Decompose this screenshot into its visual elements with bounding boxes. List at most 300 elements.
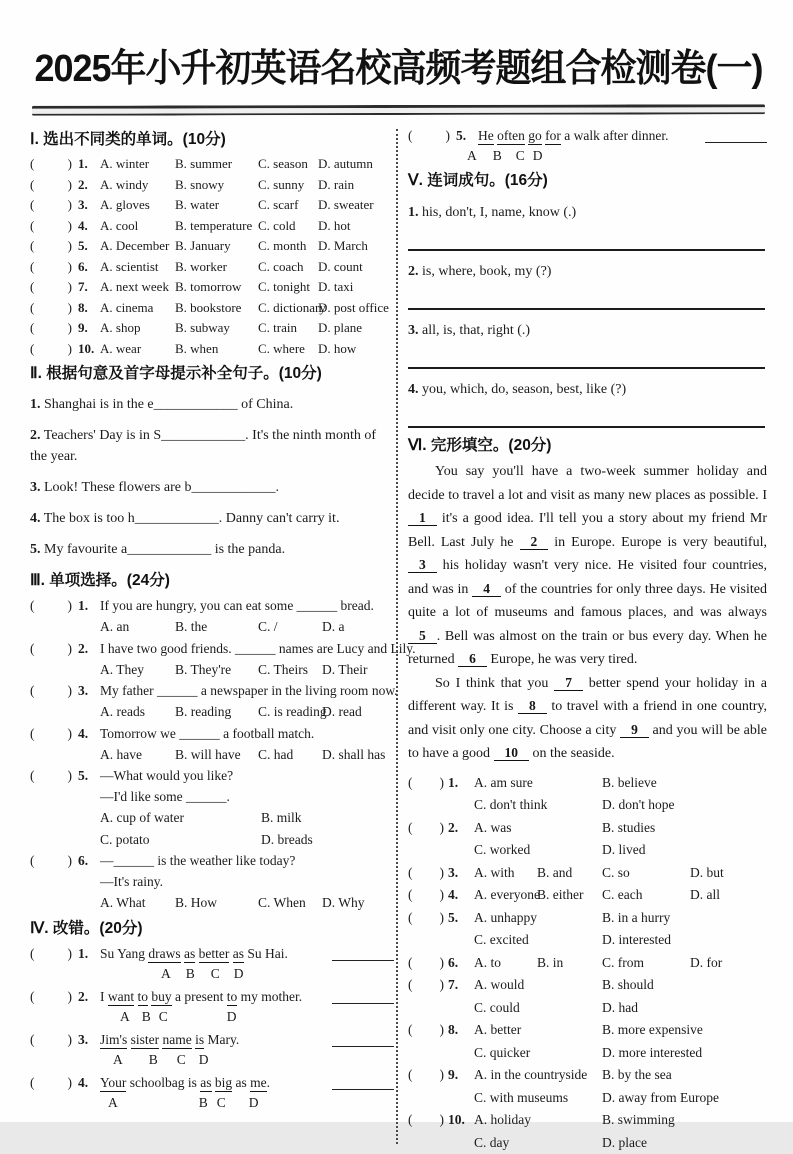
answer-paren-close: ) [68,638,73,659]
cloze-option-row [408,1019,767,1042]
answer-paren-close: ) [440,1109,445,1132]
option-b: B. when [175,339,258,360]
option-a: A. wear [100,339,175,360]
answer-paren-close: ) [440,974,445,997]
question-number: 5. [456,125,478,146]
question-row [30,195,394,216]
answer-paren-close: ) [68,1029,73,1050]
section-6-heading: Ⅵ. 完形填空。(20分) [408,435,767,457]
mcq-options [100,807,394,829]
mcq-options [100,892,394,914]
question-number: 4. [448,884,474,907]
option-b: B. temperature [175,216,258,237]
cloze-option-row [474,929,767,952]
mcq-stem [30,723,394,744]
question-row [30,339,394,360]
cloze-paragraph-1: You say you'll have a two-week summer holiday and decide to travel a lot and visit as many new places as possible. I 1 it's a good idea. I'll tell you a story about my friend Mr Bell. Last July he 2 in Europe. Europe is very beautiful, 3 his holiday wasn't very nice. He visited four countries, and was in 4 of the countries for only three days. He visited quite a lot of museums and famous places, and was always 5 . Bell was almost on the train or bus every day. When he returned 6 Europe, he was very tired. [408,460,767,672]
option-c: C. from [602,952,690,975]
option-d: D. sweater [318,195,394,216]
answer-paren-open: ( [30,257,34,278]
answer-paren-close: ) [68,680,73,701]
question-number: 8. [78,298,100,319]
mcq-stem [30,638,394,659]
option-c: C. Theirs [258,659,322,681]
option-c: C. could [474,997,602,1020]
question-number: 5. [30,542,41,557]
option-c: C. coach [258,257,318,278]
option-c: C. where [258,339,318,360]
option-b: B. should [602,974,767,997]
left-column [30,125,394,1154]
question-number: 1. [448,772,474,795]
option-b: B. in a hurry [602,907,767,930]
mcq-stem [30,850,394,871]
option-b: B. swimming [602,1109,767,1132]
option-c: C. scarf [258,195,318,216]
option-b: B. and [537,862,602,885]
title-divider-rule [32,104,765,116]
fill-blank-item [30,425,394,467]
option-a: A. What [100,892,175,914]
question-number: 9. [78,318,100,339]
question-number: 3. [30,480,41,495]
error-correction-item [30,1029,394,1050]
question-row [30,216,394,237]
mcq-options [100,616,394,638]
option-d: D. taxi [318,277,394,298]
option-a: A. December [100,236,175,257]
mcq-stem [30,765,394,786]
choice-letters: A B C D [467,146,767,166]
cloze-option-row [474,1087,767,1110]
option-b: B. either [537,884,602,907]
question-number: 4. [30,511,41,526]
fill-blank-item [30,394,394,415]
option-b: B. worker [175,257,258,278]
option-b: B. water [175,195,258,216]
option-d: D. away from Europe [602,1087,767,1110]
question-number: 6. [448,952,474,975]
answer-paren-close: ) [68,175,72,196]
option-d: D. March [318,236,394,257]
question-number: 1. [30,397,41,412]
question-number: 5. [78,765,100,786]
option-b: B. snowy [175,175,258,196]
question-row [30,175,394,196]
option-a: A. everyone [474,884,537,907]
answer-paren-close: ) [440,862,445,885]
option-c: C. / [258,616,322,638]
cloze-option-row [408,862,767,885]
answer-paren-open: ( [408,1109,413,1132]
option-c: C. had [258,744,322,766]
answer-paren-close: ) [440,817,445,840]
answer-paren-open: ( [408,817,413,840]
option-d: D. all [690,884,767,907]
sentence-ordering-item [408,321,767,341]
section-1-heading: Ⅰ. 选出不同类的单词。(10分) [30,129,394,151]
option-c: C. cold [258,216,318,237]
answer-paren-close: ) [68,765,73,786]
cloze-option-row [408,1109,767,1132]
section-3-heading: Ⅲ. 单项选择。(24分) [30,570,394,592]
option-d: D. breads [261,829,394,851]
question-number: 3. [78,1029,100,1050]
question-number: 1. [78,595,100,616]
answer-paren-close: ) [68,339,72,360]
cloze-option-row [474,839,767,862]
two-column-body [30,125,767,1154]
fill-blank-text: Shanghai is in the e____________ of China. [44,397,293,412]
cloze-passage [408,460,767,766]
writing-line [408,400,765,428]
answer-paren-open: ( [30,1029,35,1050]
choice-letters: A B C D [108,1093,394,1113]
option-a: A. was [474,817,602,840]
option-a: A. cinema [100,298,175,319]
answer-paren-open: ( [408,862,413,885]
question-number: 2. [78,986,100,1007]
word-list: is, where, book, my (?) [422,264,551,279]
fill-blank-item [30,508,394,529]
word-list: all, is, that, right (.) [422,323,530,338]
option-a: A. cup of water [100,807,261,829]
option-c: C. each [602,884,690,907]
question-number: 7. [78,277,100,298]
question-number: 8. [448,1019,474,1042]
option-c: C. don't think [474,794,602,817]
option-a: A. scientist [100,257,175,278]
option-d: D. Their [322,659,394,681]
answer-paren-close: ) [440,952,445,975]
option-c: C. is reading [258,701,322,723]
option-c: C. so [602,862,690,885]
cloze-option-row [474,794,767,817]
option-d: D. shall has [322,744,394,766]
cloze-option-row [474,1042,767,1065]
cloze-option-row [408,907,767,930]
option-c: C. When [258,892,322,914]
answer-paren-close: ) [440,1064,445,1087]
writing-line [408,282,765,310]
answer-paren-open: ( [408,884,413,907]
mcq-options [100,829,394,851]
answer-paren-open: ( [30,154,34,175]
fill-blank-item [30,539,394,560]
question-number: 1. [408,205,419,220]
option-c: C. with museums [474,1087,602,1110]
option-b: B. summer [175,154,258,175]
question-row [30,318,394,339]
stem-text-line2: —It's rainy. [100,871,394,892]
option-d: D. Why [322,892,394,914]
option-c: C. day [474,1132,602,1154]
answer-paren-open: ( [30,723,35,744]
answer-paren-open: ( [30,195,34,216]
answer-paren-open: ( [408,952,413,975]
fill-blank-text: My favourite a____________ is the panda. [44,542,285,557]
error-correction-item [30,1072,394,1093]
option-b: B. How [175,892,258,914]
option-d: D. count [318,257,394,278]
fill-blank-text: Look! These flowers are b____________. [44,480,279,495]
option-c: C. tonight [258,277,318,298]
answer-paren-open: ( [30,765,35,786]
question-number: 5. [448,907,474,930]
stem-text: Tomorrow we ______ a football match. [100,723,394,744]
answer-paren-close: ) [440,772,445,795]
option-d: D. lived [602,839,767,862]
section-4-heading: Ⅳ. 改错。(20分) [30,918,394,940]
sentence: I want to buy a present to my mother. [100,986,332,1007]
error-correction-item [408,125,767,146]
question-number: 4. [408,382,419,397]
mcq-stem [30,680,394,701]
fill-blank-text: The box is too h____________. Danny can't carry it. [44,511,340,526]
option-d: D. had [602,997,767,1020]
answer-paren-open: ( [408,1064,413,1087]
option-a: A. would [474,974,602,997]
choice-letters: A B C D [161,964,394,984]
question-row [30,154,394,175]
answer-paren-open: ( [30,986,35,1007]
sentence-ordering-item [408,203,767,223]
question-number: 7. [448,974,474,997]
option-d: D. a [322,616,394,638]
option-d: D. don't hope [602,794,767,817]
stem-text-line2: —I'd like some ______. [100,786,394,807]
sentence: He often go for a walk after dinner. [478,125,705,146]
sentence: Your schoolbag is as big as me. [100,1072,332,1093]
question-number: 4. [78,1072,100,1093]
option-a: A. They [100,659,175,681]
answer-blank-line [332,1087,394,1090]
option-a: A. gloves [100,195,175,216]
answer-paren-open: ( [30,236,34,257]
option-a: A. am sure [474,772,602,795]
question-number: 9. [448,1064,474,1087]
question-number: 1. [78,943,100,964]
answer-blank-line [332,1044,394,1047]
cloze-option-row [408,772,767,795]
cloze-option-row [408,974,767,997]
cloze-option-row [408,1064,767,1087]
writing-line [408,341,765,369]
question-number: 6. [78,257,100,278]
option-a: A. with [474,862,537,885]
cloze-paragraph-2: So I think that you 7 better spend your holiday in a different way. It is 8 to travel with a friend in one country, and visit only one city. Choose a city 9 and you will be able to have a good 10 on the seaside. [408,672,767,766]
page-title: 2025年小升初英语名校高频考题组合检测卷(一) [30,38,767,92]
question-number: 3. [78,195,100,216]
option-d: D. interested [602,929,767,952]
option-b: B. subway [175,318,258,339]
answer-paren-open: ( [30,638,35,659]
answer-paren-close: ) [68,154,72,175]
mcq-options [100,744,394,766]
question-number: 10. [78,339,100,360]
column-divider [396,129,398,1144]
question-number: 4. [78,216,100,237]
fill-blank-item [30,477,394,498]
option-b: B. in [537,952,602,975]
option-c: C. worked [474,839,602,862]
question-number: 3. [78,680,100,701]
option-c: C. train [258,318,318,339]
option-d: D. hot [318,216,394,237]
question-number: 2. [78,175,100,196]
sentence-ordering-item [408,262,767,282]
question-number: 5. [78,236,100,257]
answer-paren-close: ) [440,1019,445,1042]
option-b: B. by the sea [602,1064,767,1087]
option-b: B. tomorrow [175,277,258,298]
answer-paren-close: ) [440,884,445,907]
answer-paren-open: ( [30,595,35,616]
word-list: you, which, do, season, best, like (?) [422,382,626,397]
answer-paren-open: ( [408,772,413,795]
option-d: D. place [602,1132,767,1154]
answer-paren-open: ( [408,125,413,146]
question-number: 3. [408,323,419,338]
section-5-heading: Ⅴ. 连词成句。(16分) [408,170,767,192]
answer-paren-close: ) [68,236,72,257]
answer-blank-line [332,958,394,961]
option-b: B. believe [602,772,767,795]
option-b: B. January [175,236,258,257]
option-a: A. have [100,744,175,766]
option-b: B. studies [602,817,767,840]
answer-paren-close: ) [68,298,72,319]
option-d: D. autumn [318,154,394,175]
option-a: A. in the countryside [474,1064,602,1087]
error-correction-item [30,943,394,964]
answer-paren-open: ( [30,1072,35,1093]
option-c: C. excited [474,929,602,952]
question-number: 6. [78,850,100,871]
answer-paren-close: ) [446,125,451,146]
option-a: A. cool [100,216,175,237]
word-list: his, don't, I, name, know (.) [422,205,576,220]
option-d: D. plane [318,318,394,339]
option-b: B. milk [261,807,394,829]
sentence: Jim's sister name is Mary. [100,1029,332,1050]
option-b: B. They're [175,659,258,681]
option-a: A. reads [100,701,175,723]
answer-paren-open: ( [30,318,34,339]
answer-paren-close: ) [68,277,72,298]
question-row [30,298,394,319]
cloze-option-row [408,884,767,907]
error-correction-item [30,986,394,1007]
option-a: A. windy [100,175,175,196]
sentence-ordering-item [408,380,767,400]
question-number: 2. [30,428,41,443]
answer-paren-close: ) [68,1072,73,1093]
option-b: B. more expensive [602,1019,767,1042]
question-row [30,277,394,298]
answer-paren-close: ) [68,595,73,616]
stem-text: I have two good friends. ______ names are Lucy and Lily. [100,638,416,659]
answer-paren-close: ) [440,907,445,930]
stem-text: —______ is the weather like today? [100,850,394,871]
answer-blank-line [332,1001,394,1004]
answer-paren-close: ) [68,257,72,278]
option-b: B. bookstore [175,298,258,319]
option-d: D. for [690,952,767,975]
question-number: 2. [408,264,419,279]
answer-paren-open: ( [30,277,34,298]
section-2-heading: Ⅱ. 根据句意及首字母提示补全句子。(10分) [30,363,394,385]
answer-paren-open: ( [408,1019,413,1042]
cloze-option-row [474,1132,767,1154]
writing-line [408,223,765,251]
option-a: A. better [474,1019,602,1042]
cloze-option-row [474,997,767,1020]
question-number: 2. [448,817,474,840]
answer-paren-close: ) [68,195,72,216]
mcq-options [100,701,394,723]
question-number: 4. [78,723,100,744]
answer-paren-open: ( [408,907,413,930]
question-row [30,236,394,257]
option-d: D. read [322,701,394,723]
option-c: C. season [258,154,318,175]
answer-paren-open: ( [30,943,35,964]
option-d: D. rain [318,175,394,196]
cloze-option-row [408,817,767,840]
answer-paren-open: ( [408,974,413,997]
option-a: A. an [100,616,175,638]
answer-paren-close: ) [68,216,72,237]
answer-paren-close: ) [68,723,73,744]
answer-paren-open: ( [30,339,34,360]
mcq-stem [30,595,394,616]
option-a: A. to [474,952,537,975]
option-a: A. unhappy [474,907,602,930]
option-b: B. the [175,616,258,638]
answer-paren-close: ) [68,986,73,1007]
stem-text: My father ______ a newspaper in the living room now. [100,680,398,701]
question-row [30,257,394,278]
answer-blank-line [705,140,767,143]
answer-paren-close: ) [68,943,73,964]
option-a: A. holiday [474,1109,602,1132]
choice-letters: A B C D [120,1007,394,1027]
mcq-options [100,659,394,681]
question-number: 2. [78,638,100,659]
stem-text: If you are hungry, you can eat some ______ bread. [100,595,394,616]
option-d: D. more interested [602,1042,767,1065]
answer-paren-open: ( [30,298,34,319]
right-column [402,125,767,1154]
fill-blank-text: Teachers' Day is in S____________. It's the ninth month of the year. [30,428,376,464]
option-a: A. winter [100,154,175,175]
question-number: 10. [448,1109,474,1132]
cloze-option-row [408,952,767,975]
option-d: D. but [690,862,767,885]
option-d: D. post office [318,298,394,319]
answer-paren-close: ) [68,318,72,339]
answer-paren-open: ( [30,216,34,237]
option-c: C. sunny [258,175,318,196]
answer-paren-close: ) [68,850,73,871]
sentence: Su Yang draws as better as Su Hai. [100,943,332,964]
option-c: C. month [258,236,318,257]
answer-paren-open: ( [30,850,35,871]
answer-paren-open: ( [30,680,35,701]
option-c: C. potato [100,829,261,851]
answer-paren-open: ( [30,175,34,196]
